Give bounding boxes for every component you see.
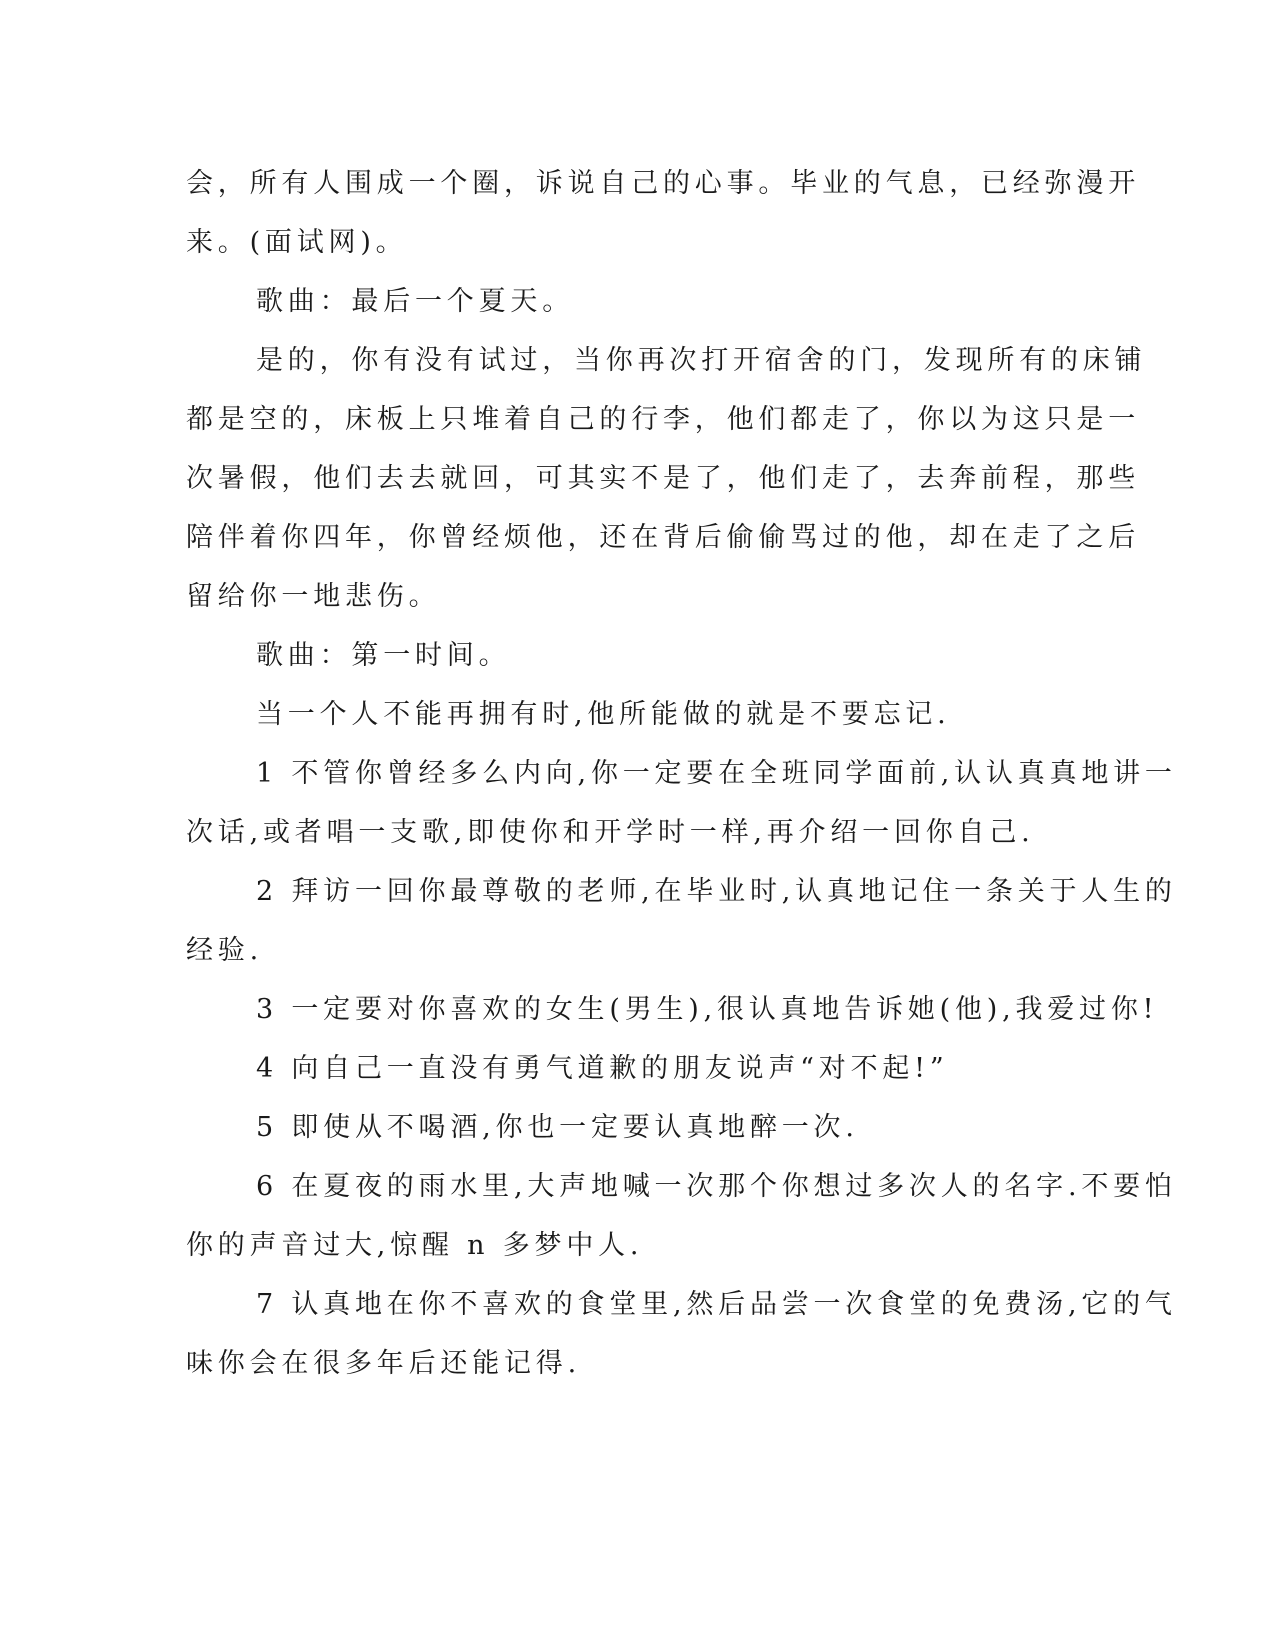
text-line: 次暑假，他们去去就回，可其实不是了，他们走了，去奔前程，那些 (186, 463, 1140, 494)
text-line: 次话,或者唱一支歌,即使你和开学时一样,再介绍一回你自己. (186, 817, 1035, 848)
text-line: 陪伴着你四年，你曾经烦他，还在背后偷偷骂过的他，却在走了之后 (186, 522, 1140, 553)
text-line: 味你会在很多年后还能记得. (186, 1348, 581, 1379)
text-line: 留给你一地悲伤。 (186, 581, 441, 612)
text-line: 歌曲：最后一个夏天。 (256, 286, 574, 317)
text-line: 5 即使从不喝酒,你也一定要认真地醉一次. (256, 1112, 859, 1143)
text-line: 会，所有人围成一个圈，诉说自己的心事。毕业的气息，已经弥漫开 (186, 168, 1140, 199)
text-line: 来。(面试网)。 (186, 227, 408, 258)
text-line: 经验. (186, 935, 263, 966)
text-line: 6 在夏夜的雨水里,大声地喊一次那个你想过多次人的名字.不要怕 (256, 1171, 1177, 1202)
text-line: 你的声音过大,惊醒 n 多梦中人. (186, 1230, 644, 1261)
text-line: 是的，你有没有试过，当你再次打开宿舍的门，发现所有的床铺 (256, 345, 1147, 376)
text-line: 4 向自己一直没有勇气道歉的朋友说声“对不起!” (256, 1053, 949, 1084)
text-line: 7 认真地在你不喜欢的食堂里,然后品尝一次食堂的免费汤,它的气 (256, 1289, 1177, 1320)
text-line: 3 一定要对你喜欢的女生(男生),很认真地告诉她(他),我爱过你! (256, 994, 1159, 1025)
text-line: 都是空的，床板上只堆着自己的行李，他们都走了，你以为这只是一 (186, 404, 1140, 435)
text-line: 1 不管你曾经多么内向,你一定要在全班同学面前,认认真真地讲一 (256, 758, 1177, 789)
text-line: 2 拜访一回你最尊敬的老师,在毕业时,认真地记住一条关于人生的 (256, 876, 1177, 907)
text-line: 歌曲：第一时间。 (256, 640, 511, 671)
text-line: 当一个人不能再拥有时,他所能做的就是不要忘记. (256, 699, 951, 730)
